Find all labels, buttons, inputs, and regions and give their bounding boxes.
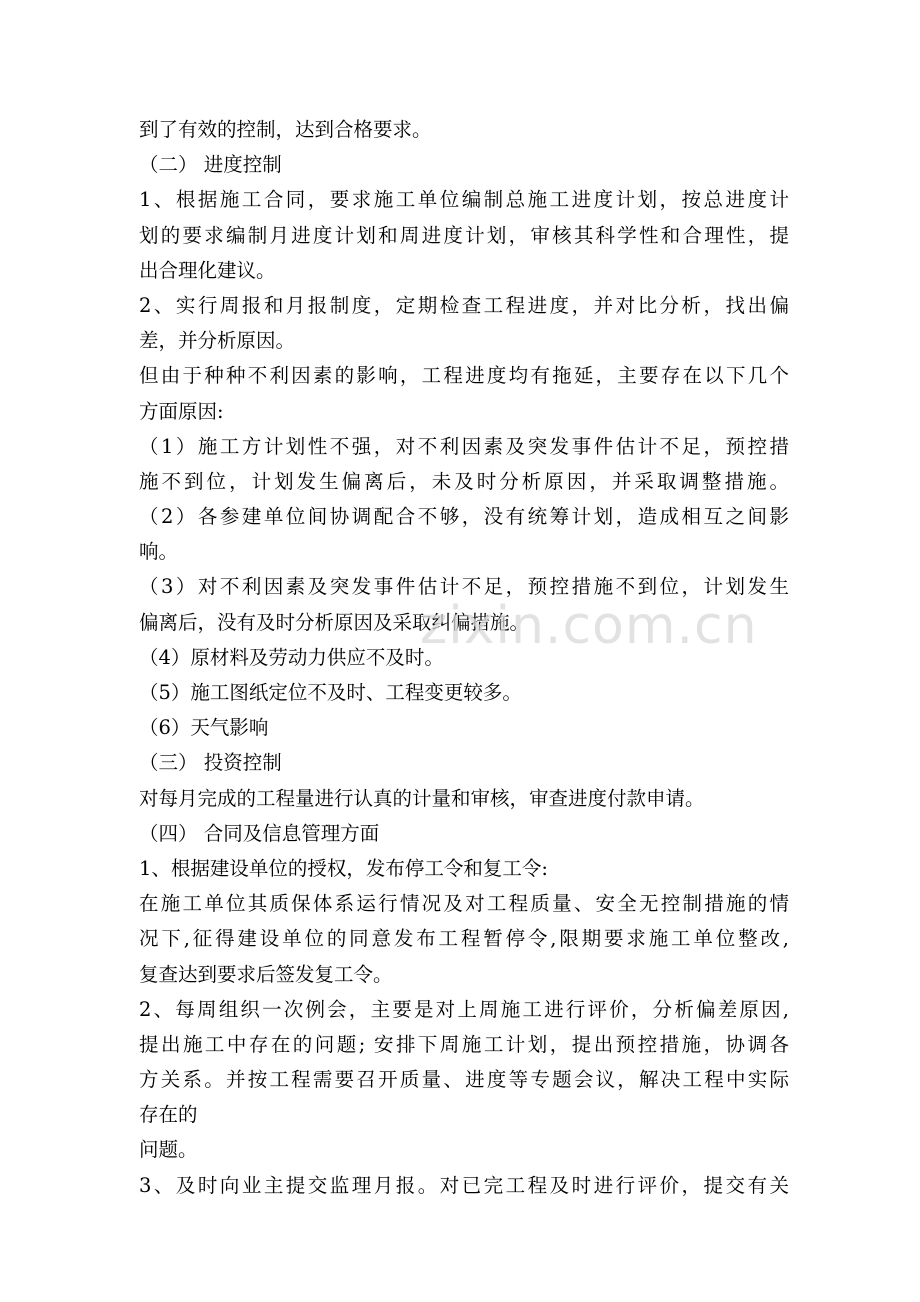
text-line: （1）施工方计划性不强，对不利因素及突发事件估计不足，预控措 xyxy=(139,434,789,458)
text-line: （二） 进度控制 xyxy=(139,153,282,177)
text-line: 差，并分析原因。 xyxy=(139,329,296,353)
text-line: 2、实行周报和月报制度，定期检查工程进度，并对比分析，找出偏 xyxy=(139,293,789,317)
text-line: 提出施工中存在的问题; 安排下周施工计划，提出预控措施，协调各 xyxy=(139,1032,789,1056)
text-line: 施不到位，计划发生偏离后，未及时分析原因，并采取调整措施。 xyxy=(139,469,789,493)
text-line: （四） 合同及信息管理方面 xyxy=(139,821,380,845)
text-line: 3、及时向业主提交监理月报。对已完工程及时进行评价，提交有关 xyxy=(139,1173,789,1197)
text-line: 偏离后，没有及时分析原因及采取纠偏措施。 xyxy=(139,610,530,634)
document-body xyxy=(139,112,789,1203)
text-line: （5）施工图纸定位不及时、工程变更较多。 xyxy=(139,681,522,704)
text-line: 对每月完成的工程量进行认真的计量和审核，审查进度付款申请。 xyxy=(139,786,705,810)
text-line: 存在的 xyxy=(139,1103,198,1127)
text-line: （2）各参建单位间协调配合不够，没有统筹计划，造成相互之间影 xyxy=(139,505,789,529)
text-line: 在施工单位其质保体系运行情况及对工程质量、安全无控制措施的情 xyxy=(139,892,789,916)
text-line: 2、每周组织一次例会，主要是对上周施工进行评价，分析偏差原因, xyxy=(139,997,789,1021)
text-line: （3）对不利因素及突发事件估计不足，预控措施不到位，计划发生 xyxy=(139,575,789,599)
text-line: （6）天气影响 xyxy=(139,716,269,740)
text-line: 划的要求编制月进度计划和周进度计划，审核其科学性和合理性，提 xyxy=(139,223,789,247)
text-line: 出合理化建议。 xyxy=(139,258,276,282)
text-line: 1、根据建设单位的授权，发布停工令和复工令: xyxy=(139,856,548,880)
text-line: 1、根据施工合同，要求施工单位编制总施工进度计划，按总进度计 xyxy=(139,188,789,212)
text-line: 况下,征得建设单位的同意发布工程暂停令,限期要求施工单位整改, xyxy=(139,927,789,951)
text-line: （三） 投资控制 xyxy=(139,751,282,775)
watermark: zixin.com.cn xyxy=(420,596,758,656)
text-line: 方关系。并按工程需要召开质量、进度等专题会议，解决工程中实际 xyxy=(139,1068,789,1092)
text-line: 但由于种种不利因素的影响，工程进度均有拖延，主要存在以下几个 xyxy=(139,364,789,388)
text-line: 响。 xyxy=(139,540,179,564)
text-line: 到了有效的控制，达到合格要求。 xyxy=(139,118,432,141)
text-line: 复查达到要求后签发复工令。 xyxy=(139,962,393,986)
text-line: 方面原因: xyxy=(139,399,224,423)
text-line: （4）原材料及劳动力供应不及时。 xyxy=(139,645,444,669)
text-line: 问题。 xyxy=(139,1138,198,1162)
